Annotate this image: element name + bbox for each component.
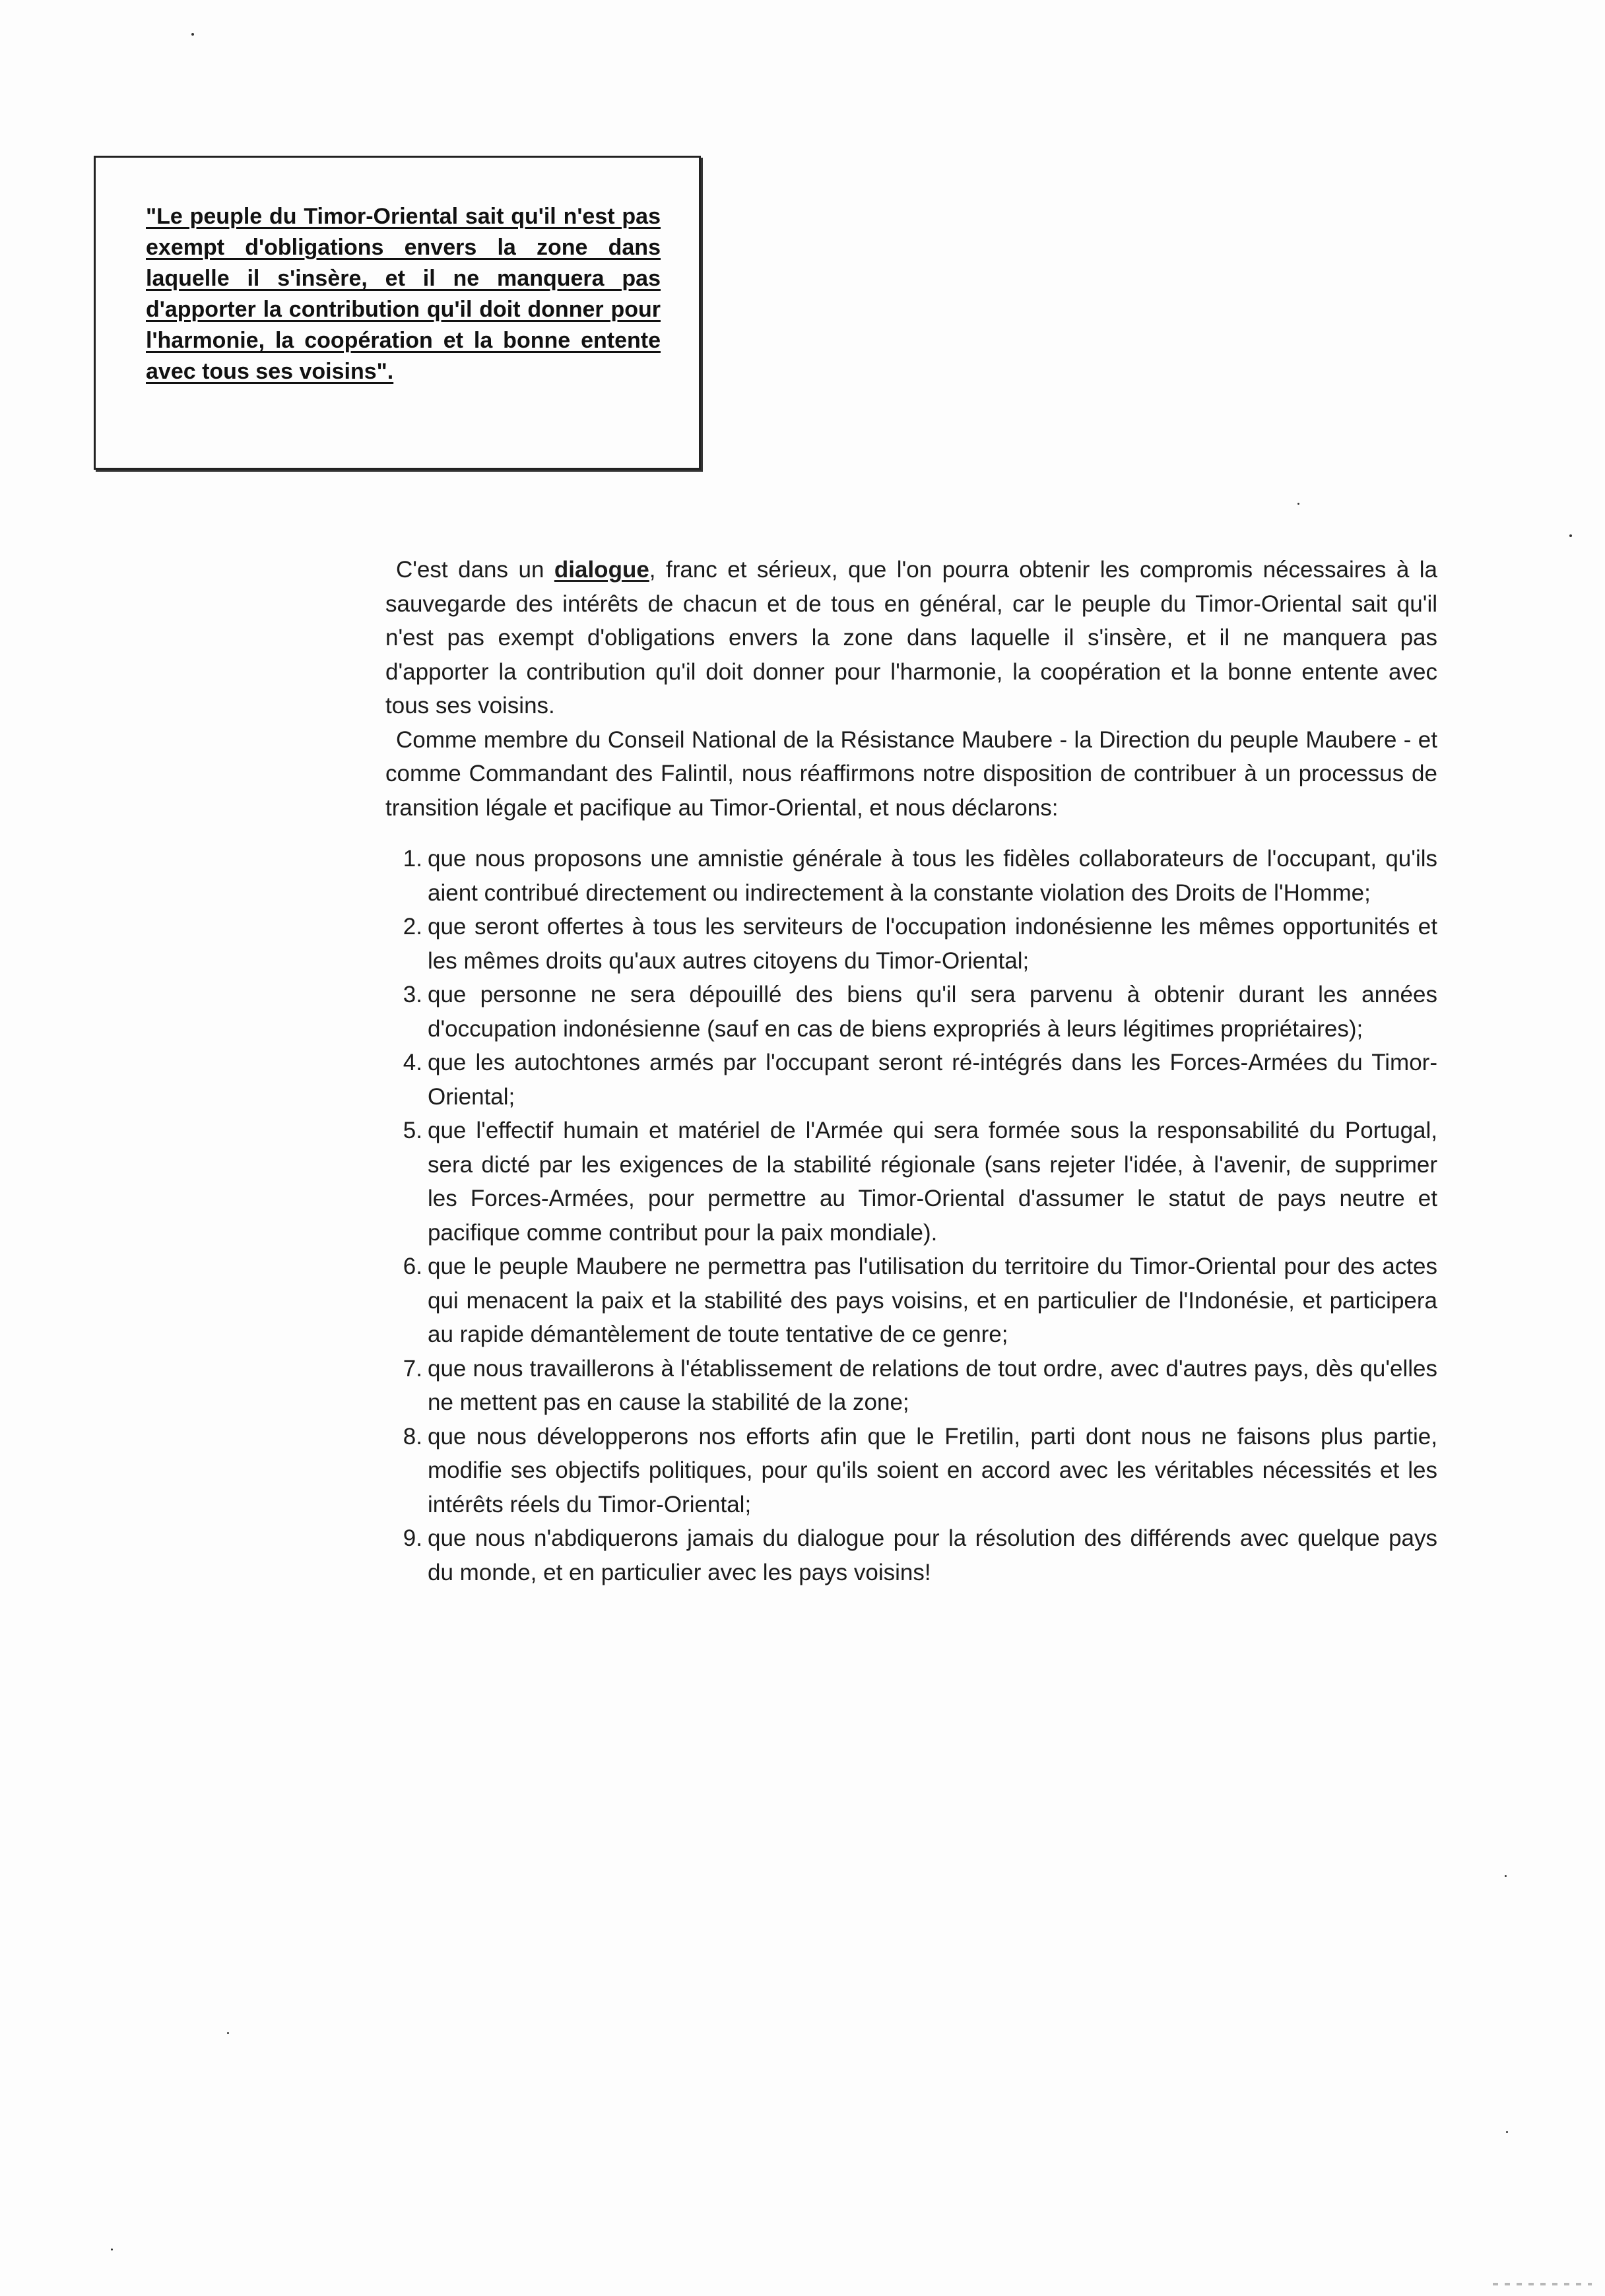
list-item-number: 1.	[403, 846, 422, 872]
list-item-text: que personne ne sera dépouillé des biens qu'il sera parvenu à obtenir durant les années d'occupation indonésienne (sauf en cas de biens expropriés à leurs légitimes propriétaires);	[428, 982, 1437, 1042]
list-item-text: que nous travaillerons à l'établissement de relations de tout ordre, avec d'autres pays, dès qu'elles ne mettent pas en cause la stabilité de la zone;	[428, 1355, 1437, 1415]
list-item	[385, 1521, 1437, 1589]
scan-speck	[227, 2032, 229, 2034]
list-item-number: 3.	[403, 982, 422, 1007]
list-item	[385, 842, 1437, 910]
pull-quote: "Le peuple du Timor-Oriental sait qu'il n'est pas exempt d'obligations envers la zone dans laquelle il s'insère, et il ne manquera pas d'apporter la contribution qu'il doit donner pour l'harmonie, la coopération et la bonne entente avec tous ses voisins".	[146, 204, 661, 384]
list-item-text: que les autochtones armés par l'occupant seront ré-intégrés dans les Forces-Armées du Timor-Oriental;	[428, 1050, 1437, 1110]
list-item-number: 9.	[403, 1525, 422, 1551]
intro-start: C'est dans un	[396, 557, 554, 583]
declaration-list	[385, 842, 1437, 1589]
quote-box	[94, 156, 701, 470]
intro-paragraph	[385, 553, 1437, 723]
list-item-number: 2.	[403, 914, 422, 940]
list-item	[385, 1114, 1437, 1250]
intro-rest: , franc et sérieux, que l'on pourra obtenir les compromis nécessaires à la sauvegarde des intérêts de chacun et de tous en général, car le peuple du Timor-Oriental sait qu'il n'est pas exempt d'obligations envers la zone dans laquelle il s'insère, et il ne manquera pas d'apporter la contribution qu'il doit donner pour l'harmonie, la coopération et la bonne entente avec tous ses voisins.	[385, 557, 1438, 718]
scan-speck	[1569, 534, 1572, 537]
body-text	[385, 553, 1437, 1589]
scan-speck	[191, 33, 194, 36]
list-item-text: que l'effectif humain et matériel de l'Armée qui sera formée sous la responsabilité du Portugal, sera dicté par les exigences de la stabilité régionale (sans rejeter l'idée, à l'avenir, de supprimer les Forces-Armées, pour permettre au Timor-Oriental d'assumer le statut de pays neutre et pacifique comme contribut pour la paix mondiale).	[428, 1118, 1437, 1246]
list-item-number: 8.	[403, 1423, 422, 1450]
list-item-number: 4.	[403, 1050, 422, 1075]
list-item-text: que nous proposons une amnistie générale à tous les fidèles collaborateurs de l'occupant, qu'ils aient contribué directement ou indirectement à la constante violation des Droits de l'Homme;	[428, 846, 1437, 906]
list-item-text: que le peuple Maubere ne permettra pas l'utilisation du territoire du Timor-Oriental pour des actes qui menacent la paix et la stabilité des pays voisins, et en particulier de l'Indonésie, et participera au rapide démantèlement de toute tentative de ce genre;	[428, 1254, 1437, 1347]
list-item	[385, 1250, 1437, 1352]
list-item	[385, 1046, 1437, 1114]
scan-edge-noise	[1493, 2283, 1592, 2285]
scan-speck	[1297, 503, 1299, 505]
scan-speck	[1505, 1875, 1507, 1877]
list-item-number: 6.	[403, 1254, 422, 1279]
scan-speck	[1506, 2131, 1508, 2133]
list-item	[385, 1420, 1437, 1522]
list-item-text: que seront offertes à tous les serviteurs de l'occupation indonésienne les mêmes opportunités et les mêmes droits qu'aux autres citoyens du Timor-Oriental;	[428, 914, 1437, 974]
list-item-text: que nous développerons nos efforts afin que le Fretilin, parti dont nous ne faisons plus partie, modifie ses objectifs politiques, pour qu'ils soient en accord avec les véritables nécessités et les intérêts réels du Timor-Oriental;	[428, 1423, 1437, 1517]
list-item	[385, 1352, 1437, 1420]
list-item-text: que nous n'abdiquerons jamais du dialogue pour la résolution des différends avec quelque pays du monde, et en particulier avec les pays voisins!	[428, 1525, 1437, 1585]
dialogue-keyword: dialogue	[554, 557, 649, 583]
list-item	[385, 978, 1437, 1046]
scan-speck	[111, 2248, 113, 2250]
declaration-intro-paragraph: Comme membre du Conseil National de la Résistance Maubere - la Direction du peuple Maubere - et comme Commandant des Falintil, nous réaffirmons notre disposition de contribuer à un processus de transition légale et pacifique au Timor-Oriental, et nous déclarons:	[385, 726, 1437, 821]
list-item-number: 7.	[403, 1355, 422, 1382]
list-item	[385, 910, 1437, 978]
list-item-number: 5.	[403, 1118, 422, 1143]
